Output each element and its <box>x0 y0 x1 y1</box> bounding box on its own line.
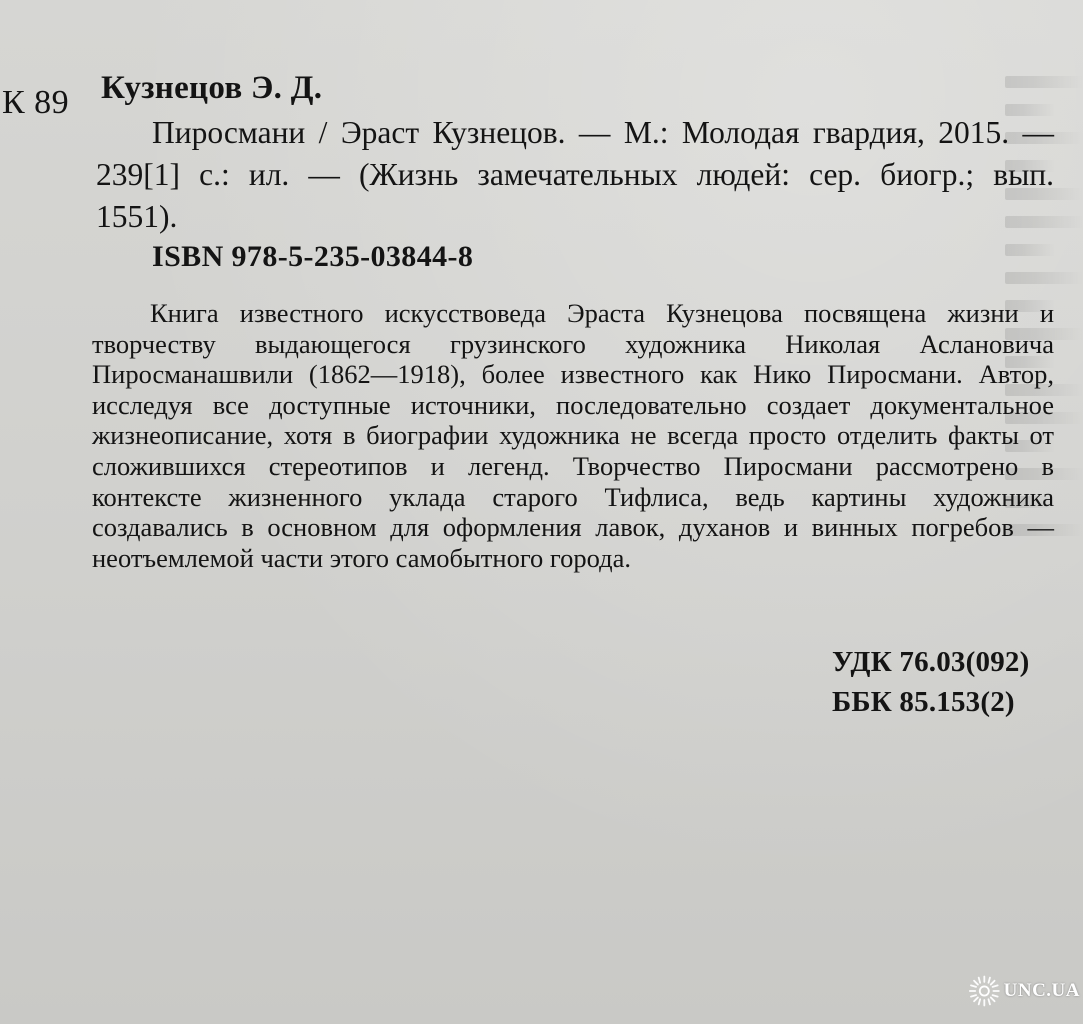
isbn-number: ISBN 978-5-235-03844-8 <box>152 240 474 273</box>
bibliographic-description: Пиросмани / Эраст Кузнецов. — М.: Молодая гвардия, 2015. — 239[1] с.: ил. — (Жизнь замечательных людей: сер. биогр.; вып. 1551). <box>96 115 1054 234</box>
sunburst-logo-icon <box>968 973 1001 1009</box>
site-watermark <box>968 966 1080 1016</box>
book-annotation: Книга известного искусствоведа Эраста Кузнецова посвящена жизни и творчеству выдающегося грузинского художника Николая Аслановича Пиросманашвили (1862—1918), более известного как Нико Пиросмани. Автор, исследуя все доступные источники, последовательно создает документальное жизнеописание, хотя в биографии художника не всегда просто отделить факты от сложившихся стереотипов и легенд. Творчество Пиросмани рассмотрено в контексте жизненного уклада старого Тифлиса, ведь картины художника создавались в основном для оформления лавок, духанов и винных погребов — неотъемлемой части этого самобытного города. <box>92 298 1054 573</box>
author-heading: Кузнецов Э. Д. <box>101 70 323 106</box>
bbk-code: ББК 85.153(2) <box>832 686 1015 718</box>
catalog-index-code: К 89 <box>2 84 70 121</box>
udk-code: УДК 76.03(092) <box>832 646 1030 678</box>
watermark-text: UNC.UA <box>1003 980 1080 1001</box>
